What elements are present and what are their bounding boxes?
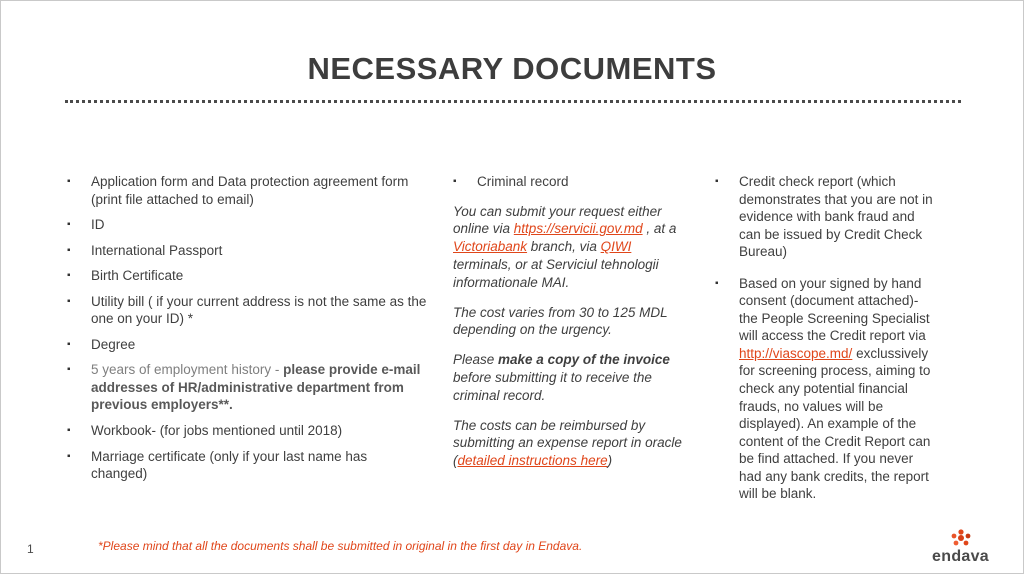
list-item — [67, 216, 427, 234]
list-item — [453, 173, 683, 191]
footer-note: *Please mind that all the documents shall be submitted in original in the first day in Endava. — [98, 539, 583, 553]
paragraph-text: You can submit your request either online via — [453, 203, 662, 237]
list-item-text: Criminal record — [477, 174, 569, 189]
list-item-text: Application form and Data protection agreement form (print file attached to email) — [91, 174, 409, 207]
bullet-icon: ▪ — [67, 338, 71, 350]
bullet-icon: ▪ — [67, 176, 71, 187]
paragraph-text: before submitting it to receive the criminal record. — [453, 370, 652, 403]
list-item-text-muted: 5 years of employment history - — [91, 362, 284, 378]
bullet-icon: ▪ — [67, 219, 71, 231]
paragraph-reimbursement — [453, 417, 683, 470]
paragraph-text: ) — [607, 453, 613, 469]
paragraph-text-bold: make a copy of the invoice — [498, 352, 670, 368]
list-item-text: Credit check report (which demonstrates that you are not in evidence with bank fraud and can be issued by Credit Check Bureau) — [739, 174, 933, 260]
paragraph-invoice — [453, 351, 683, 404]
criminal-record-section — [453, 173, 683, 482]
paragraph-text: Please — [453, 352, 499, 368]
endava-flower-icon — [949, 528, 973, 548]
bullet-icon: ▪ — [67, 425, 71, 437]
list-item — [715, 173, 935, 261]
dotted-divider — [65, 100, 961, 103]
list-item-text — [91, 361, 427, 414]
paragraph-cost: The cost varies from 30 to 125 MDL depending on the urgency. — [453, 304, 668, 338]
list-item — [67, 448, 427, 483]
list-item — [67, 267, 427, 285]
paragraph-submit-request — [453, 203, 683, 292]
bullet-icon: ▪ — [67, 270, 71, 282]
list-item-text: Workbook- (for jobs mentioned until 2018) — [91, 423, 343, 439]
endava-logo-text: endava — [932, 548, 989, 565]
list-item-text: Degree — [91, 336, 136, 352]
list-item-text-bold: please provide e-mail addresses of HR/administrative department from previous employers**. — [91, 362, 421, 413]
bullet-icon: ▪ — [67, 364, 71, 376]
list-item — [67, 173, 427, 208]
list-item-text: ID — [91, 217, 105, 233]
paragraph-text: Based on your signed by hand consent (document attached)- the People Screening Specialist will access the Credit report via — [739, 275, 930, 344]
list-item — [67, 361, 427, 414]
qiwi-link[interactable]: QIWI — [600, 239, 632, 255]
list-item-text: International Passport — [91, 242, 223, 258]
page-title: NECESSARY DOCUMENTS — [307, 51, 717, 86]
bullet-icon: ▪ — [67, 244, 71, 256]
page-number: 1 — [27, 542, 34, 556]
credit-check-section — [715, 173, 935, 517]
victoriabank-link[interactable]: Victoriabank — [453, 239, 528, 255]
bullet-icon: ▪ — [715, 176, 719, 187]
list-item-text — [739, 275, 935, 503]
paragraph-text: The costs can be reimbursed by submitting an expense report in oracle ( — [453, 417, 682, 469]
list-item-text: Marriage certificate (only if your last name has changed) — [91, 448, 368, 482]
documents-list — [67, 173, 427, 491]
paragraph-text: branch, via — [527, 239, 601, 255]
list-item — [67, 422, 427, 440]
bullet-icon: ▪ — [67, 450, 71, 462]
list-item — [715, 275, 935, 503]
viascope-link[interactable]: http://viascope.md/ — [739, 345, 853, 361]
list-item — [67, 242, 427, 260]
bullet-icon: ▪ — [453, 176, 457, 187]
bullet-icon: ▪ — [715, 277, 719, 289]
bullet-icon: ▪ — [67, 295, 71, 307]
servicii-gov-link[interactable]: https://servicii.gov.md — [513, 221, 643, 237]
paragraph-text: exclussively for screening process, aiming to check any potential financial frauds, no values will be displayed). An example of the content of the Credit Report can be find attached. If you never had any bank credits, the report will be blank. — [739, 345, 931, 502]
endava-logo — [932, 528, 989, 565]
list-item-text: Birth Certificate — [91, 268, 184, 284]
list-item-text: Utility bill ( if your current address is not the same as the one on your ID) * — [91, 293, 427, 327]
paragraph-text: terminals, or at Serviciul tehnologii informationale MAI. — [453, 256, 659, 290]
list-item — [67, 336, 427, 354]
paragraph-text: , at a — [642, 221, 677, 237]
detailed-instructions-link[interactable]: detailed instructions here — [457, 453, 608, 469]
list-item — [67, 293, 427, 328]
